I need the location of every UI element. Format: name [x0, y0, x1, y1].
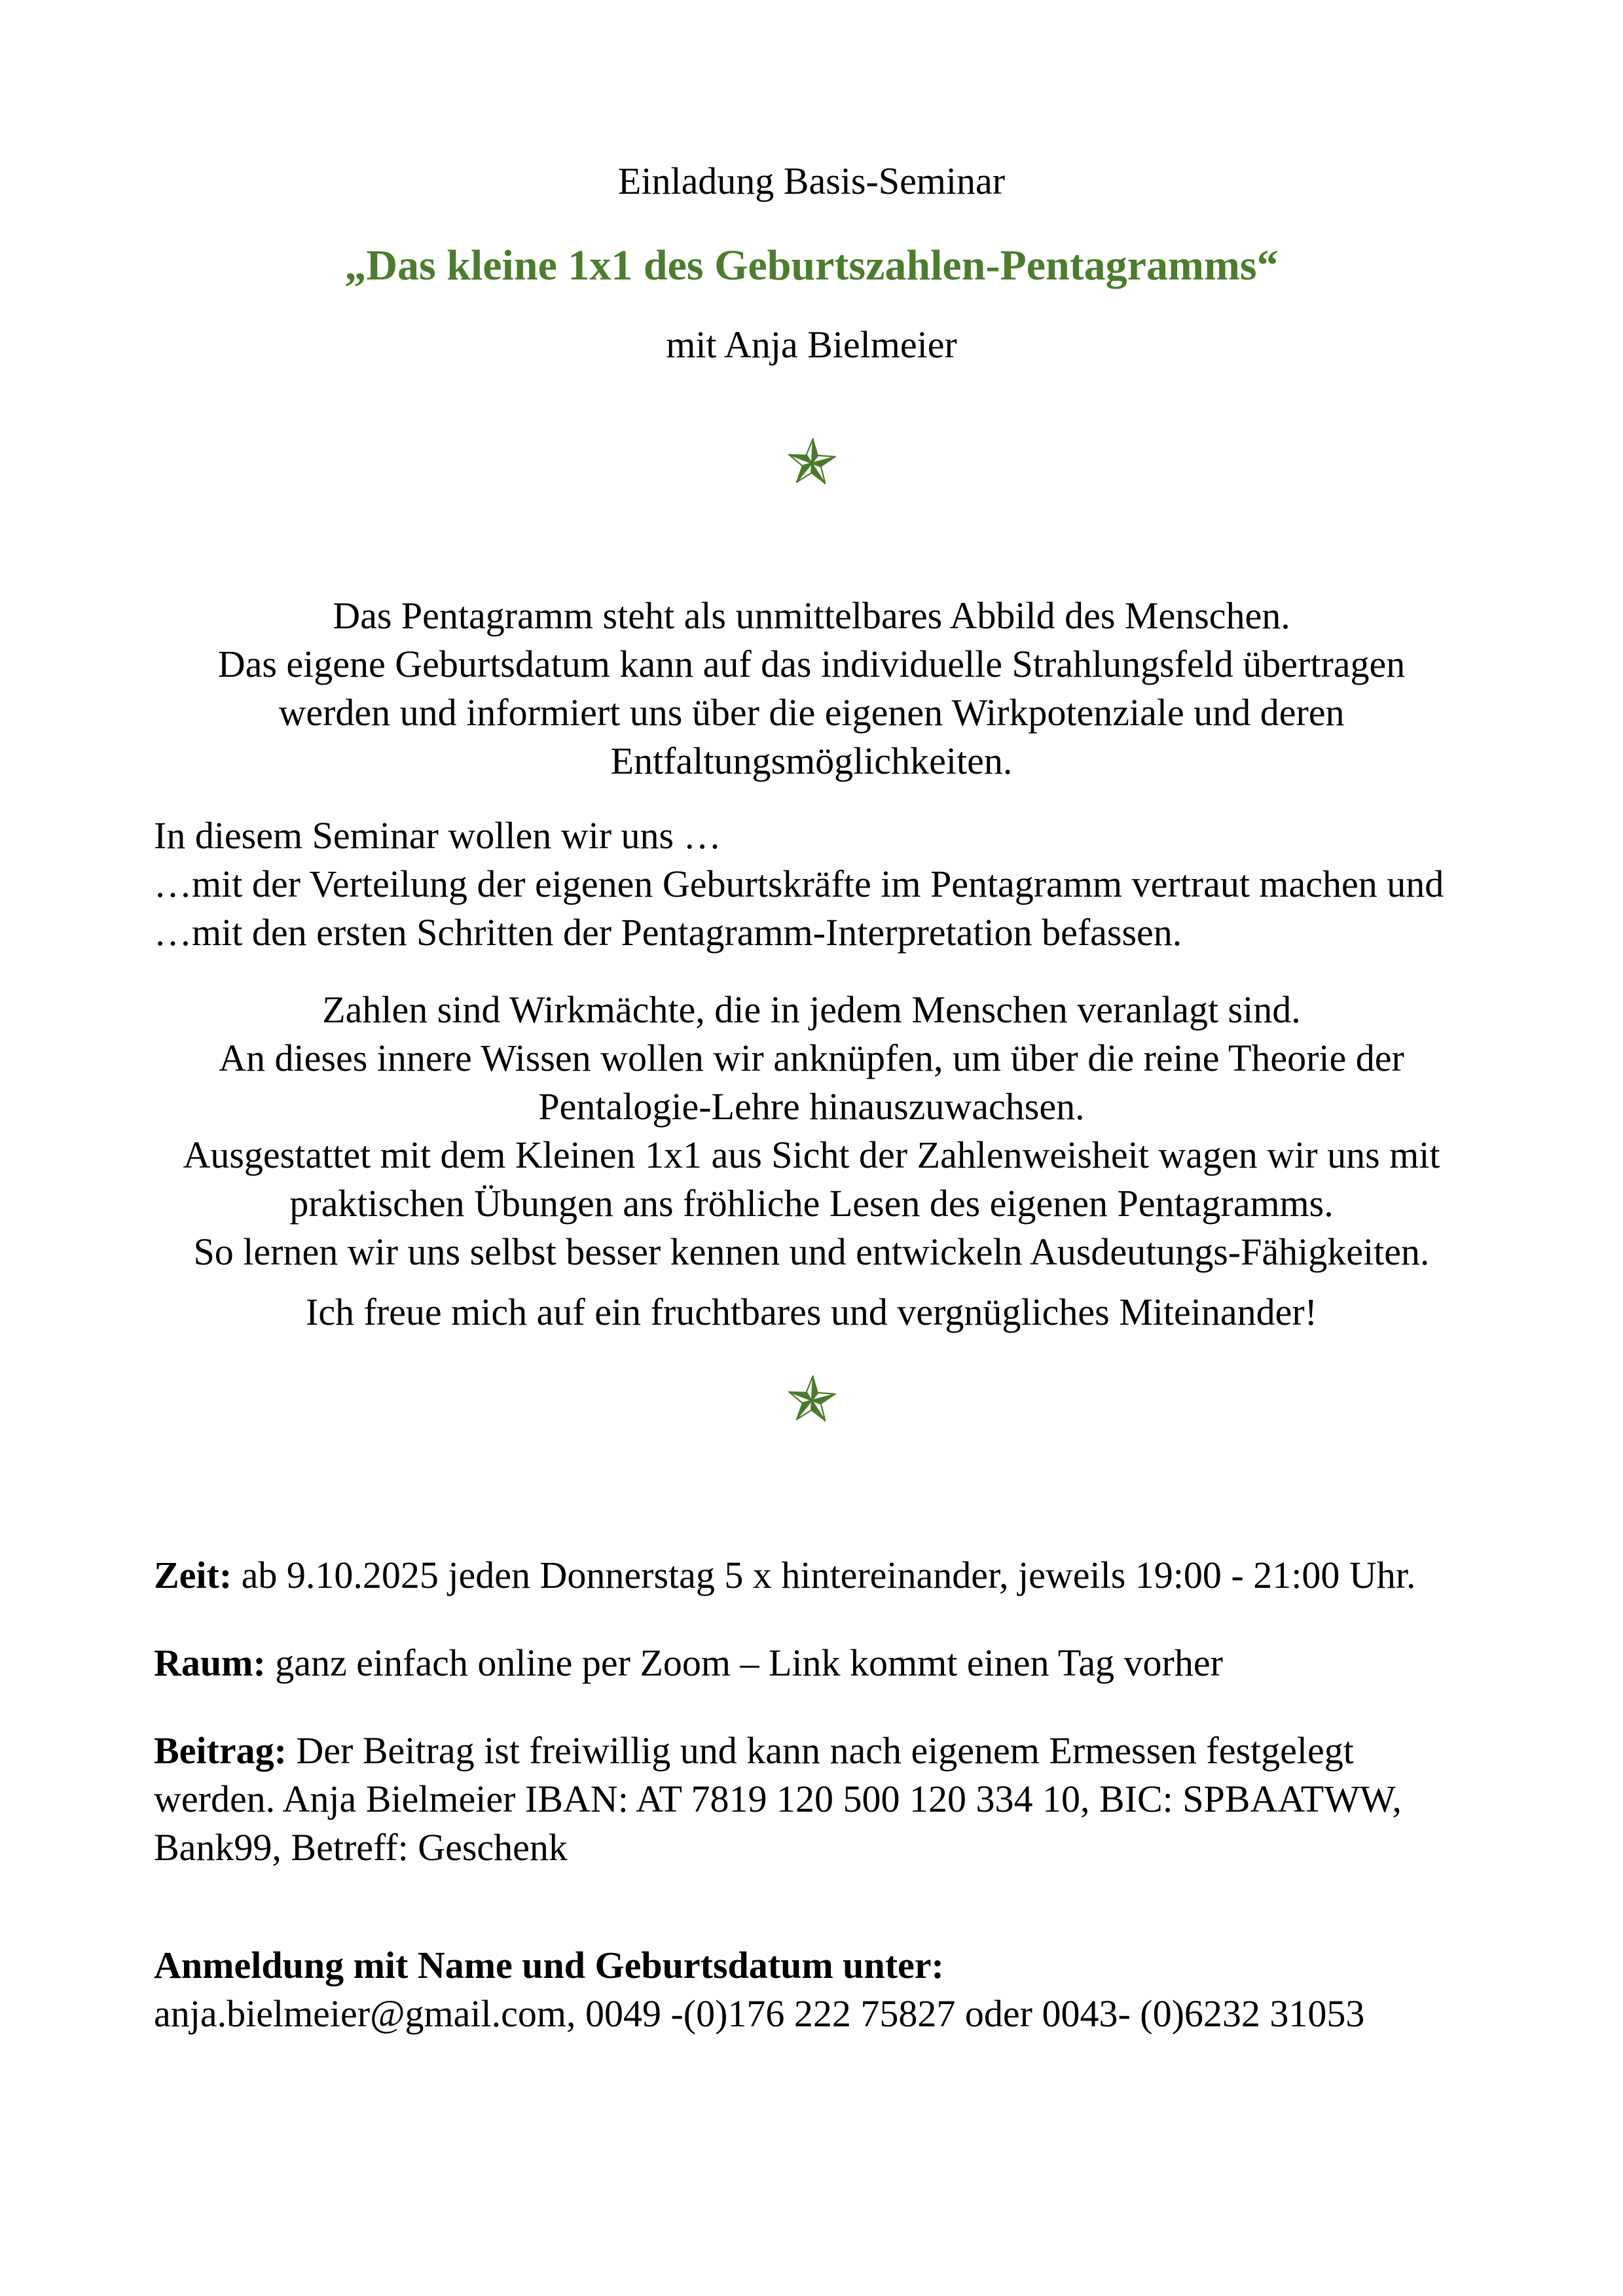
paragraph-line: Pentalogie-Lehre hinauszuwachsen.	[538, 1085, 1085, 1128]
paragraph-line: …mit der Verteilung der eigenen Geburtskräfte im Pentagramm vertraut machen und	[154, 863, 1444, 905]
closing-line: Ich freue mich auf ein fruchtbares und vergnügliches Miteinander!	[306, 1291, 1317, 1333]
paragraph-line: Ausgestattet mit dem Kleinen 1x1 aus Sicht der Zahlenweisheit wagen wir uns mit	[183, 1134, 1440, 1176]
nautical-star-icon	[782, 1371, 840, 1428]
star-divider-bottom	[0, 1372, 1623, 1439]
paragraph-line: So lernen wir uns selbst besser kennen und entwickeln Ausdeutungs-Fähigkeiten.	[193, 1230, 1430, 1273]
paragraph-line: An dieses innere Wissen wollen wir anknüpfen, um über die reine Theorie der	[219, 1037, 1404, 1079]
beitrag-label: Beitrag:	[154, 1729, 287, 1772]
intro-paragraph	[0, 592, 1623, 785]
raum-line	[154, 1639, 1446, 1687]
anmeldung-label: Anmeldung mit Name und Geburtsdatum unter:	[154, 1944, 944, 1986]
paragraph-line: Entfaltungsmöglichkeiten.	[610, 740, 1013, 782]
zeit-label: Zeit:	[154, 1554, 232, 1596]
seminar-title: „Das kleine 1x1 des Geburtszahlen-Pentagramms“	[344, 242, 1279, 289]
zeit-text: ab 9.10.2025 jeden Donnerstag 5 x hintereinander, jeweils 19:00 - 21:00 Uhr.	[232, 1554, 1416, 1596]
subtitle-presenter: mit Anja Bielmeier	[666, 323, 957, 366]
paragraph-line: Das eigene Geburtsdatum kann auf das individuelle Strahlungsfeld übertragen	[217, 643, 1406, 685]
numbers-paragraph	[0, 986, 1623, 1276]
paragraph-line: Zahlen sind Wirkmächte, die in jedem Menschen veranlagt sind.	[322, 988, 1301, 1031]
paragraph-line: werden. Anja Bielmeier IBAN: AT 7819 120 500 120 334 10, BIC: SPBAATWW,	[154, 1778, 1402, 1820]
paragraph-line: Das Pentagramm steht als unmittelbares Abbild des Menschen.	[333, 594, 1290, 637]
beitrag-text: Der Beitrag ist freiwillig und kann nach eigenem Ermessen festgelegt	[286, 1729, 1354, 1772]
paragraph-line: Bank99, Betreff: Geschenk	[154, 1826, 568, 1869]
paragraph-line: In diesem Seminar wollen wir uns …	[154, 814, 721, 857]
zeit-line	[154, 1551, 1446, 1600]
raum-label: Raum:	[154, 1641, 266, 1684]
nautical-star-icon	[782, 433, 840, 491]
raum-text: ganz einfach online per Zoom – Link kommt einen Tag vorher	[265, 1641, 1223, 1684]
seminar-goals-paragraph	[0, 812, 1623, 957]
anmeldung-contact: anja.bielmeier@gmail.com, 0049 -(0)176 222 75827 oder 0043- (0)6232 31053	[154, 1992, 1365, 2035]
paragraph-line	[154, 1727, 1446, 1775]
kicker-line: Einladung Basis-Seminar	[617, 160, 1006, 202]
beitrag-paragraph	[154, 1727, 1446, 1872]
details-section	[0, 1551, 1623, 2038]
anmeldung-paragraph	[154, 1941, 1446, 2038]
paragraph-line: praktischen Übungen ans fröhliche Lesen des eigenen Pentagramms.	[289, 1182, 1334, 1225]
paragraph-line: werden und informiert uns über die eigenen Wirkpotenziale und deren	[278, 691, 1345, 734]
paragraph-line: …mit den ersten Schritten der Pentagramm-Interpretation befassen.	[154, 911, 1182, 954]
star-divider-top	[0, 435, 1623, 501]
